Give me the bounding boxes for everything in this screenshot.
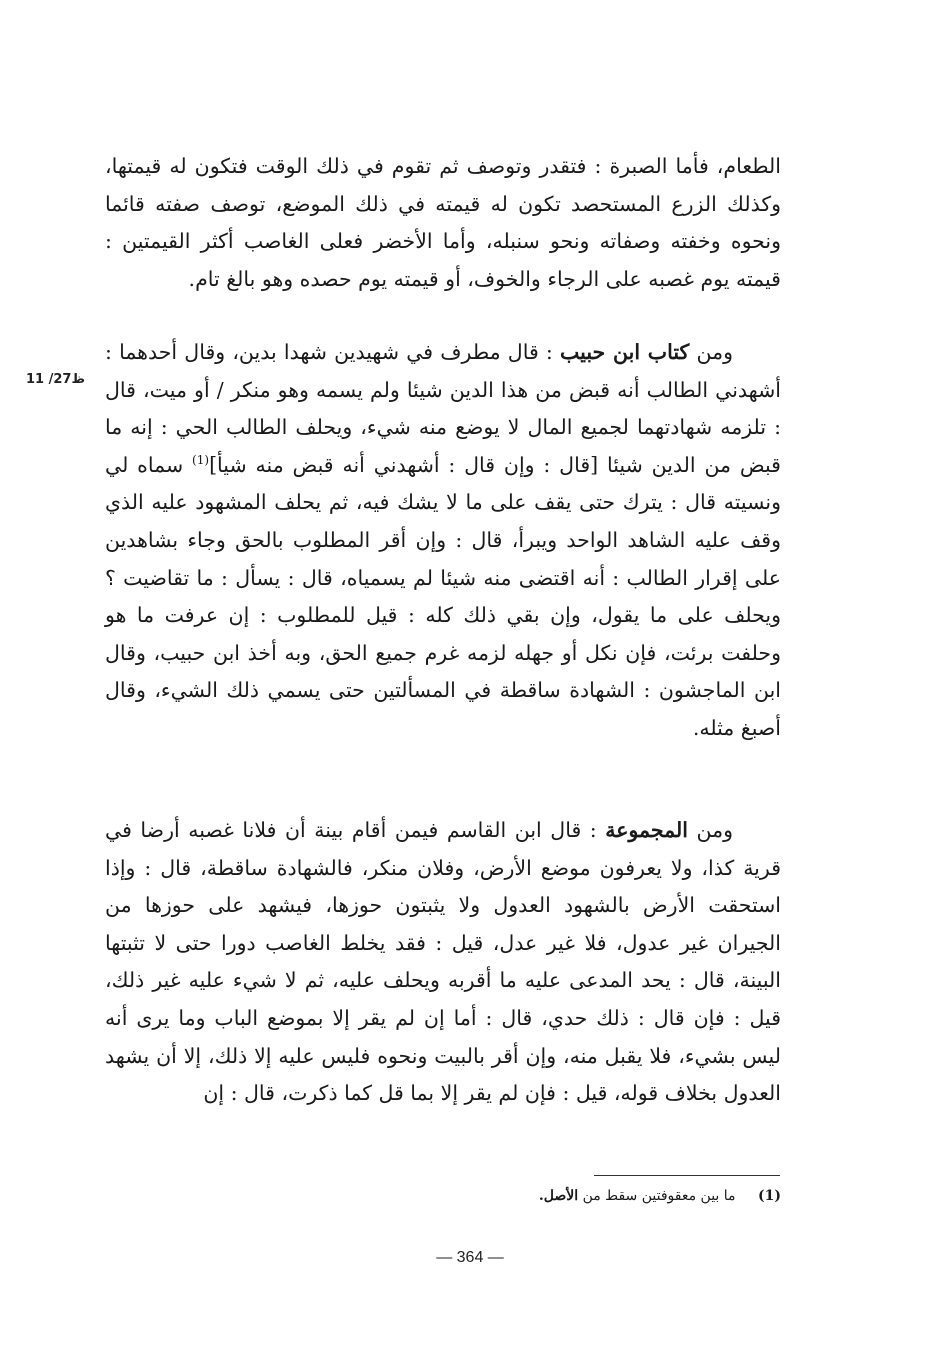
paragraph-2 (105, 334, 781, 748)
footnote-number: (1) (758, 1188, 781, 1204)
paragraph-3 (105, 812, 781, 1113)
paragraph-3-text: : قال ابن القاسم فيمن أقام بينة أن فلانا غصبه أرضا في قرية كذا، ولا يعرفون موضع الأرض، وفلان منكر، فالشهادة ساقطة، قال : وإذا استحقت الأرض بالشهود العدول ولا يثبتون حوزها، فيشهد على حوزها من الجيران غير عدول، فلا غير عدل، قيل : فقد يخلط الغاصب دورا حتى لا تثبتها البينة، قال : يحد المدعى عليه ما أقربه ويحلف عليه، ثم لا شيء عليه غير ذلك، قيل : فإن قال : ذلك حدي، قال : أما إن لم يقر إلا بموضع الباب وما يرى أنه ليس بشيء، فلا يقبل منه، وإن أقر بالبيت ونحوه فليس عليه إلا ذلك، إلا أن يشهد العدول بخلاف قوله، قيل : فإن لم يقر إلا بما قل كما ذكرت، قال : إن (105, 818, 781, 1106)
footnote-source: الأصل. (538, 1188, 579, 1204)
source-title-ibn-habib: كتاب ابن حبيب (560, 340, 690, 364)
paragraph-2-text-a: : قال مطرف في شهيدين شهدا بدين، وقال أحدهما : أشهدني الطالب أنه قبض من هذا الدين شيئا ولم يسمه وهو منكر / أو ميت، قال : تلزمه شهادتهما لجميع المال لا يوضع منه شيء، ويحلف الطالب الحي : إنه ما قبض من الدين شيئا [قال : وإن قال : أشهدني أنه قبض منه شيأ] (105, 340, 781, 477)
paragraph-2-text-b: سماه لي ونسيته قال : يترك حتى يقف على ما لا يشك فيه، ثم يحلف المشهود عليه الذي وقف عليه الشاهد الواحد ويبرأ، قال : وإن أقر المطلوب بالحق وجاء بشاهدين على إقرار الطالب : أنه اقتضى منه شيئا لم يسمياه، قال : يسأل : ما تقاضيت ؟ ويحلف على ما يقول، وإن بقي ذلك كله : قيل للمطلوب : إن عرفت ما هو وحلفت برئت، فإن نكل أو جهله لزمه غرم جميع الحق، وبه أخذ ابن حبيب، وقال ابن الماجشون : الشهادة ساقطة في المسألتين حتى يسمي ذلك الشيء، وقال أصبغ مثله. (105, 452, 781, 740)
footnote (400, 1183, 781, 1209)
footnote-text: ما بين معقوفتين سقط من (582, 1188, 736, 1204)
footnote-marker[interactable]: (1) (192, 452, 210, 467)
footnote-divider (594, 1175, 780, 1176)
paragraph-2-lead: ومن (696, 340, 733, 364)
paragraph-1: الطعام، فأما الصبرة : فتقدر وتوصف ثم تقوم في ذلك الوقت فتكون له قيمتها، وكذلك الزرع المستحصد تكون له قيمته في ذلك الموضع، توصف صفته قائما ونحوه وخفته وصفاته ونحو سنبله، وأما الأخضر فعلى الغاصب أكثر القيمتين : قيمته يوم غصبه على الرجاء والخوف، أو قيمته يوم حصده وهو بالغ تام. (105, 154, 781, 291)
manuscript-folio-reference: 11 /27ظ (26, 372, 85, 387)
page-number: — 364 — (436, 1249, 504, 1266)
source-title-majmua: المجموعة (605, 818, 688, 842)
paragraph-3-lead: ومن (696, 818, 733, 842)
